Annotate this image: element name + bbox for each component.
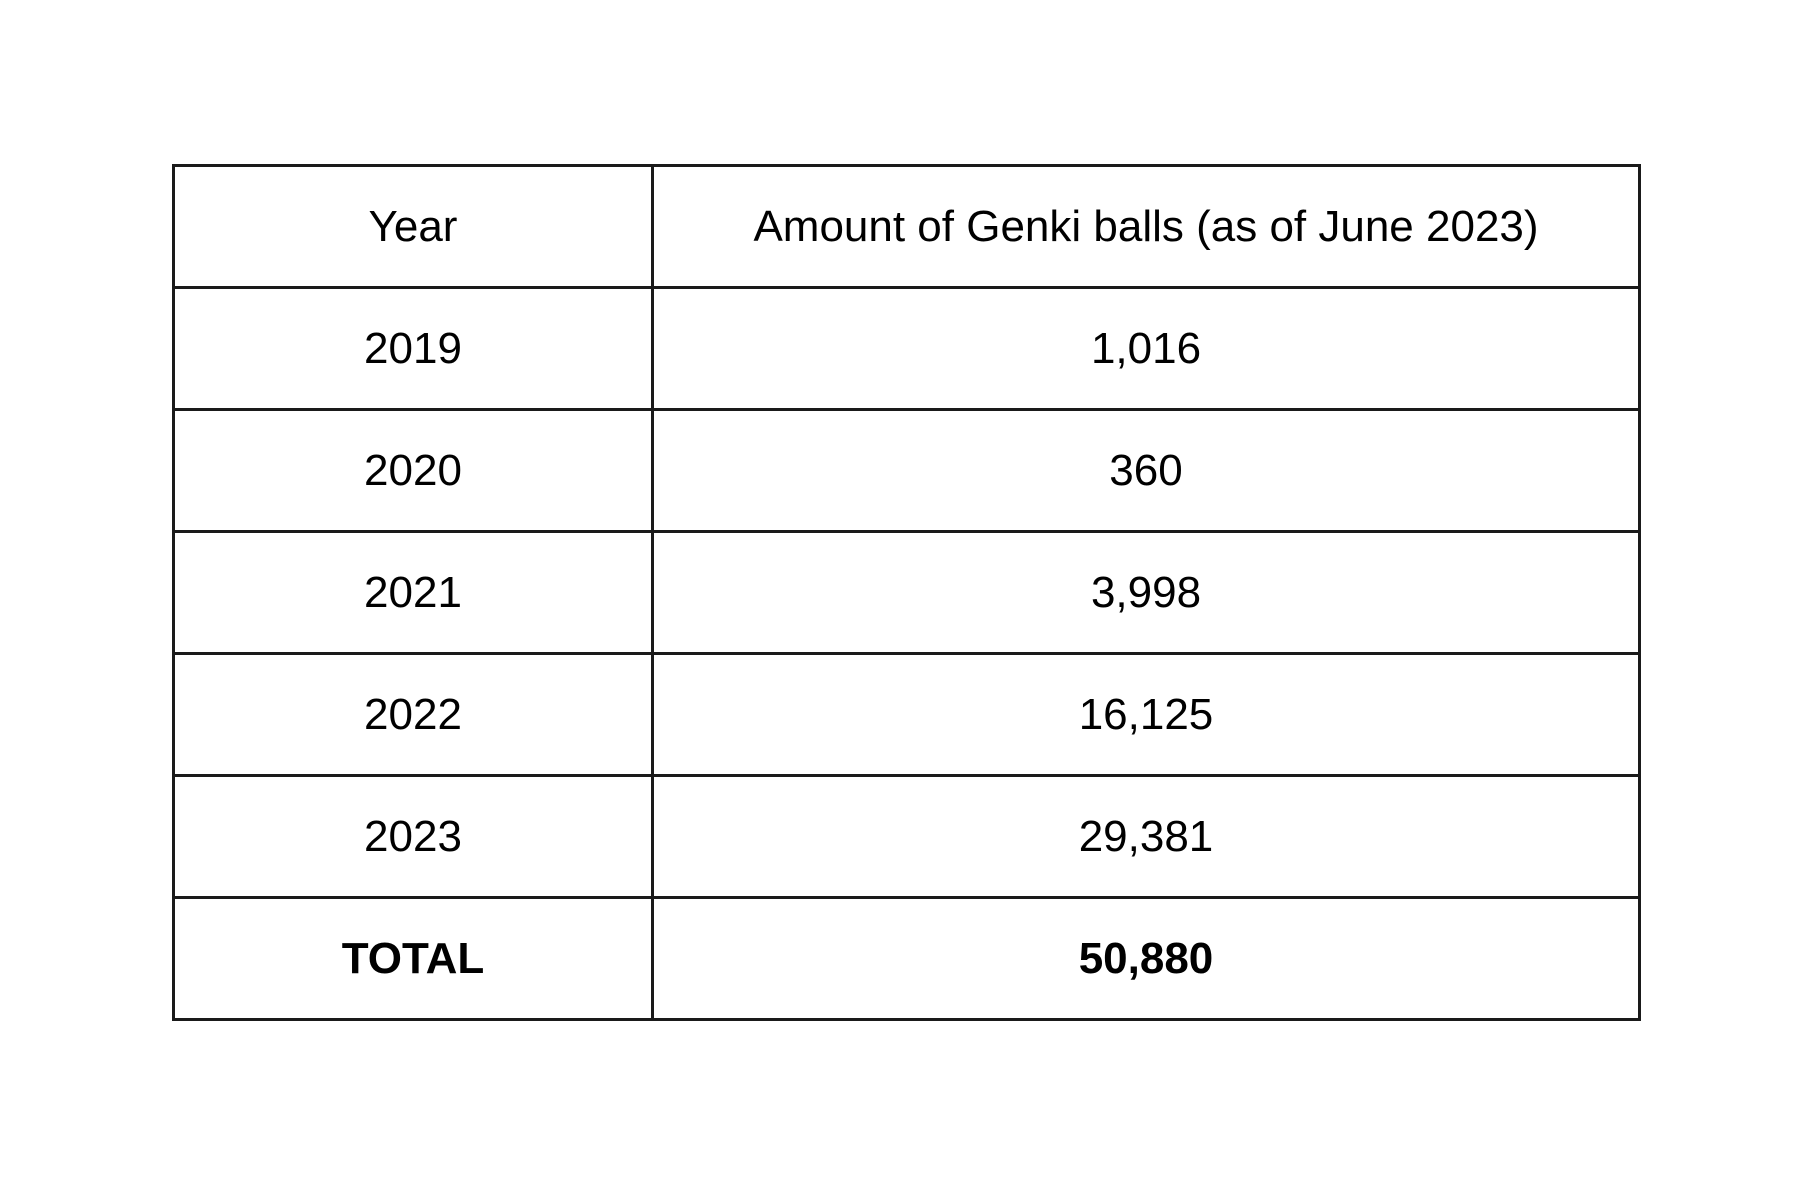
total-label: TOTAL bbox=[174, 898, 653, 1020]
year-cell: 2022 bbox=[174, 654, 653, 776]
table-row bbox=[174, 288, 1640, 410]
amount-cell: 29,381 bbox=[653, 776, 1640, 898]
table-header-row bbox=[174, 166, 1640, 288]
total-row bbox=[174, 898, 1640, 1020]
year-cell: 2020 bbox=[174, 410, 653, 532]
genki-balls-table-container bbox=[172, 164, 1638, 1021]
year-cell: 2019 bbox=[174, 288, 653, 410]
amount-cell: 3,998 bbox=[653, 532, 1640, 654]
table-row bbox=[174, 776, 1640, 898]
amount-cell: 1,016 bbox=[653, 288, 1640, 410]
total-amount: 50,880 bbox=[653, 898, 1640, 1020]
year-cell: 2021 bbox=[174, 532, 653, 654]
genki-balls-table bbox=[172, 164, 1641, 1021]
header-amount: Amount of Genki balls (as of June 2023) bbox=[653, 166, 1640, 288]
amount-cell: 360 bbox=[653, 410, 1640, 532]
table-row bbox=[174, 532, 1640, 654]
amount-cell: 16,125 bbox=[653, 654, 1640, 776]
table-row bbox=[174, 654, 1640, 776]
table-row bbox=[174, 410, 1640, 532]
year-cell: 2023 bbox=[174, 776, 653, 898]
header-year: Year bbox=[174, 166, 653, 288]
